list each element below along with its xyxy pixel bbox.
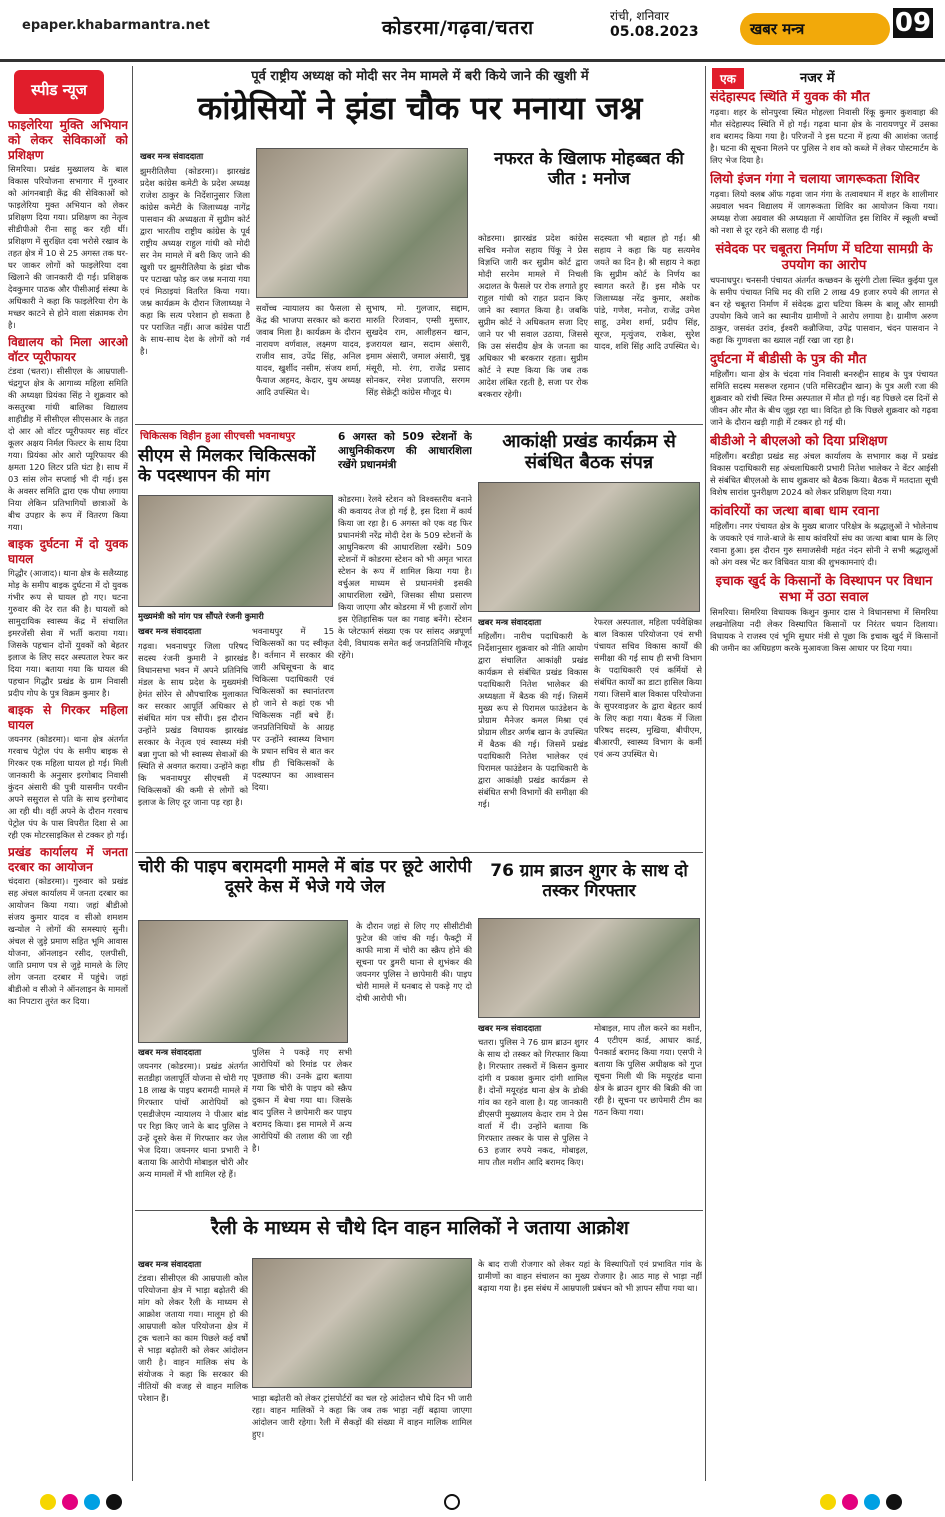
registration-dot [820, 1494, 836, 1510]
divider-row3 [135, 1210, 703, 1211]
nazar-label: नजर में [800, 71, 835, 86]
rail-headline: 6 अगस्त को 509 स्टेशनों के आधुनिकीकरण की आधारशिला रखेंगे प्रधानमंत्री [338, 431, 472, 471]
brown-headline: 76 ग्राम ब्राउन शुगर के साथ दो तस्कर गिरफ्तार [490, 861, 688, 901]
site-url[interactable]: epaper.khabarmantra.net [22, 18, 210, 33]
registration-dot [106, 1494, 122, 1510]
rally-body: टंडवा। सीसीएल की आम्रपाली कोल परियोजना क्षेत्र में भाड़ा बढ़ोतरी की मांग को लेकर रैली के माध्यम से आक्रोश जताया गया। मालूम हो की आम्रपाली कोल परियोजना क्षेत्र में ट्रक चलाने का काम पिछले कई वर्षों से भाड़ा बढ़ोतरी को लेकर आंदोलन जारी है। वाहन मालिक संघ के संयोजक ने कहा कि सरकार की नीतियों की वजह से वाहन मालिक परेशान हैं। [138, 1273, 248, 1403]
left-p2: टंडवा (चतरा)। सीसीएल के आम्रपाली-चंद्रगुप्त क्षेत्र के आगाव्य महिला समिति की अध्यक्षा प्रियंका सिंह ने शुक्रवार को कसतुरबा गांधी बालिका विद्यालय शाहीडीह में सीसीएल सीएसआर के तहत दो आर ओ वॉटर प्यूरीफायर सह वॉटर कूलर अक्षय निर्मल फिल्टर के साथ दिया गया। प्रियंका ओर आरो प्यूरिफायर की क्षमता 120 लिटर प्रति घंटा है। साथ में 03 सांस लोन सप्लाई भी दी गई। इस के अवसर समिति द्वारा एक पौधा लगाया निया लेकिन प्रतिभागियों छात्राओं के बीच उपहार के रूप में वितरण किया गया। [8, 366, 128, 532]
top-byline: खबर मन्त्र संवाददाता [140, 151, 204, 161]
right-p6: महिलौंग। नगर पंचायत क्षेत्र के मुख्य बाजार परिक्षेत्र के श्रद्धालुओं ने भोलेनाथ के जयकारे एवं गाजे-बाजे के साथ कांवरियों संघ का जत्था बाबा धाम के लिए रवाना हुआ। इस दौरान गुरु समाजसेवी महंत नंदन सोनी ने सभी श्रद्धालुओं को अंग वस्त्र भेंट कर विधिवत यात्रा की शुभकामनाएं दी। [710, 521, 938, 567]
registration-dot [62, 1494, 78, 1510]
rally-body-3: के बाद राजी रोजगार को लेकर यहां के विस्थापितों एवं प्रभावित गांव के ग्रामीणों का वाहन संचालन का मुख्य रोजगार है। आठ माह से भाड़ा नहीं बढ़ाया गया है। इस संबंध में आम्रपाली प्रबंधन को भी ज्ञापन सौंपा गया था। [478, 1259, 702, 1293]
rally-photo [252, 1258, 472, 1388]
right-h2: लियो इंजन गंगा ने चलाया जागरूकता शिविर [710, 172, 920, 187]
cm-photo [138, 495, 333, 607]
manoj-headline: नफरत के खिलाफ मोहब्बत की जीत : मनोज [494, 149, 684, 189]
ek-tag-label: एक [720, 72, 736, 86]
divider-right [705, 66, 706, 1481]
left-p1: सिमरिया। प्रखंड मुख्यालय के बाल विकास परियोजना सभागार में गुरुवार को आंगनबाड़ी केंद्र की सेविकाओं को फाइलेरिया मुक्त अभियान को लेकर प्रशिक्षण दिया गया। प्रशिक्षण का नेतृत्व सीडीपीओ रीना साहू कर रही थीं। प्रशिक्षण में सुरक्षित दवा भरोसे रखाव के तहत क्षेत्र में 10 से 25 अगस्त तक घर-घर जाकर लोगों को फाइलेरिया दवा खिलाने की जानकारी दी गई। प्रशिक्षक देवकुमार पाठक और पीसीआई संस्था के अधिकारी ने कहा कि फाइलेरिया रोग के मच्छर काटने से होने वाला संक्रामक रोग है। [8, 164, 128, 330]
akanksha-headline: आकांक्षी प्रखंड कार्यक्रम से संबंधित बैठक संपन्न [502, 431, 676, 473]
cm-headline: सीएम से मिलकर चिकित्सकों के पदस्थापन की मांग [138, 446, 316, 486]
registration-dot [864, 1494, 880, 1510]
right-h5: बीडीओ ने बीएलओ को दिया प्रशिक्षण [710, 434, 888, 449]
registration-dot [886, 1494, 902, 1510]
divider-row2 [135, 852, 703, 853]
registration-dot [444, 1494, 460, 1510]
left-h1: फाइलेरिया मुक्ति अभियान को लेकर सेविकाओं को प्रशिक्षण [8, 118, 128, 162]
registration-dot [842, 1494, 858, 1510]
left-column [8, 118, 128, 1478]
city-day: रांची, शनिवार [610, 9, 669, 23]
cm-kicker: चिकित्सक विहीन हुआ सीएचसी भवनाथपुर [140, 431, 296, 442]
left-h4: बाइक से गिरकर महिला घायल [8, 703, 128, 732]
divider-row1 [135, 424, 703, 425]
brown-body: चतरा। पुलिस ने 76 ग्राम ब्राउन शुगर के साथ दो तस्कर को गिरफ्तार किया है। गिरफ्तार तस्करों में किसन कुमार दांगी व प्रकाश कुमार दांगी शामिल हैं। दोनों मयूरहंड थाना क्षेत्र के डोकी गांव का रहने वाला है। यह जानकारी डीएसपी मुख्यालय केदार राम ने प्रेस वार्ता में दी। उन्होंने बताया कि गिरफ्तार तस्कर के पास से पुलिस ने 63 हजार रुपये नकद, मोबाइल, माप तौल मशीन आदि बरामद किए। [478, 1037, 588, 1167]
chori-body-2: पुलिस ने पकड़े गए सभी आरोपियों को रिमांड पर लेकर पूछताछ की। उनके द्वारा बताया गया कि चोरी के पाइप को स्क्रैप दुकान में बेचा गया था। जिसके बाद पुलिस ने छापेमारी कर पाइप बरामद किया। इस मामले में अन्य आरोपियों की तलाश की जा रही है। [252, 1047, 352, 1153]
chori-byline: खबर मन्त्र संवाददाता [138, 1047, 202, 1057]
right-h3: संवेदक पर चबूतरा निर्माण में घटिया सामग्री के उपयोग का आरोप [715, 242, 933, 273]
brown-byline: खबर मन्त्र संवाददाता [478, 1023, 542, 1033]
akanksha-byline: खबर मन्त्र संवाददाता [478, 617, 542, 627]
right-h7: इचाक खुर्द के किसानों के विस्थापन पर विधान सभा में उठा सवाल [715, 574, 933, 605]
ek-tag [712, 68, 744, 89]
left-h2: विद्यालय को मिला आरओ वॉटर प्यूरीफायर [8, 335, 128, 364]
akanksha-photo [478, 482, 700, 612]
rally-body-2: भाड़ा बढ़ोतरी को लेकर ट्रांसपोर्टरों का चल रहे आंदोलन चौथे दिन भी जारी रहा। वाहन मालिकों ने कहा कि जब तक भाड़ा नहीं बढ़ाया जाएगा आंदोलन जारी रहेगा। रैली में सैकड़ों की संख्या में वाहन मालिक शामिल हुए। [252, 1393, 472, 1439]
registration-dot [84, 1494, 100, 1510]
rally-byline: खबर मन्त्र संवाददाता [138, 1259, 202, 1269]
chori-body: जयनगर (कोडरमा)। प्रखंड अंतर्गत सतडीहा जलापूर्ति योजना से चोरी गए 18 लाख के पाइप बरामदी मामले में गिरफ्तार पांचों आरोपियों को एसडीजेएम न्यायालय ने पीआर बांड पर रिहा किए जाने के बाद पुलिस ने उन्हें दूसरे केस में गिरफ्तार कर जेल भेज दिया। जयनगर थाना प्रभारी ने बताया कि आरोपी मोबाइल चोरी और अन्य मामलों में भी शामिल रहे हैं। [138, 1061, 248, 1179]
date: 05.08.2023 [610, 24, 699, 40]
cm-caption: मुख्यमंत्री को मांग पत्र सौंपते रंजनी कुमारी [138, 611, 264, 621]
right-h1: संदेहास्पद स्थिति में युवक की मौत [710, 90, 870, 105]
brand-name: खबर मन्त्र [750, 20, 805, 38]
left-p5: चंदवारा (कोडरमा)। गुरुवार को प्रखंड सह अंचल कार्यालय में जनता दरबार का आयोजन किया गया। जहां बीडीओ संजय कुमार यादव व सीओ शमशम खन्योल ने लोगों की समस्याएं सुनी। अंचल से जुड़े प्रमाण सहित भूमि आवास योजना, ऑनलाइन रसीद, एलपीसी, जाति प्रमाण पत्र से जुड़े मामले के लिए लोग जनता दरबार में पहुंचे। जहां बीडीओ व सीओ ने ऑनलाइन के मामलों का निपटारा तुरंत कर दिया। [8, 876, 128, 1006]
right-h4: दुर्घटना में बीडीसी के पुत्र की मौत [710, 352, 867, 367]
left-h3: बाइक दुर्घटना में दो युवक घायल [8, 537, 128, 566]
left-p3: गिद्धौर (आजाद)। थाना क्षेत्र के सलैय्याह मोड़ के समीप बाइक दुर्घटना में दो युवक गंभीर रूप से घायल हो गए। घटना गुरुवार की देर रात की है। घायलों को सामुदायिक स्वास्थ्य केंद्र में संचालित इमरजेंसी सेवा में भर्ती कराया गया। जिसके पहचान दोनों युवकों को बेहतर इलाज के लिए सदर अस्पताल रेफर कर दिया गया। बताया गया कि घायल की पहचान गिद्धौर प्रखंड के ग्राम निवासी प्रदीप गोप के पुत्र विक्रम कुमार है। [8, 568, 128, 698]
speed-news-badge [14, 70, 104, 114]
top-headline: कांग्रेसियों ने झंडा चौक पर मनाया जश्न [197, 89, 643, 127]
right-h6: कांवरियों का जत्था बाबा धाम रवाना [710, 504, 879, 519]
dateline [610, 8, 699, 40]
left-h5: प्रखंड कार्यालय में जनता दरबार का आयोजन [8, 845, 128, 874]
brown-body-2: मोबाइल, माप तौल करने का मशीन, 4 एटीएम कार्ड, आधार कार्ड, पैनकार्ड बरामद किया गया। एसपी ने बताया कि पुलिस अधीक्षक को गुप्त सूचना मिली थी कि मयूरहंड थाना क्षेत्र के ब्राउन शुगर की बिक्री की जा रही है। सूचना पर छापेमारी टीम का गठन किया गया। [594, 1023, 702, 1117]
chori-body-3: के दौरान जहां से लिए गए सीसीटीवी फुटेज की जांच की गई। फैक्ट्री में काफी मात्रा में चोरी का स्क्रैप होने की सूचना पर डुमरी थाना से शुभंकर की जयनगर पुलिस ने छापेमारी की। पाइप चोरी मामले में धनबाद से पकड़े गए दो दोषी आरोपी भी। [356, 921, 472, 1003]
page-number: 09 [894, 8, 932, 38]
chori-headline: चोरी की पाइप बरामदगी मामले में बांड पर छूटे आरोपी दूसरे केस में भेजे गये जेल [138, 857, 472, 897]
rally-headline: रैली के माध्यम से चौथे दिन वाहन मालिकों ने जताया आक्रोश [211, 1217, 629, 1239]
brand-logo [740, 13, 890, 45]
right-p5: महिलौंग। बरडीहा प्रखंड सह अंचल कार्यालय के सभागार कक्ष में प्रखंड विकास पदाधिकारी सह अंचलाधिकारी प्रभारी नितेश भालेकर ने वेंटर आईसी से संबंधित बीएलओ के साथ शुक्रवार को बैठक किया। बैठक में मतदाता सूची विशेष सारांश पुनरीक्षण 2024 को लेकर प्रशिक्षण दिया गया। [710, 451, 938, 497]
top-body: झुमरीतिलैया (कोडरमा)। झारखंड प्रदेश कांग्रेस कमेटी के प्रदेश अध्यक्ष राजेश ठाकुर के निर्देशानुसार जिला कांग्रेस कमेटी के जिलाध्यक्ष नागेंद्र पासवान की अध्यक्षता में सुप्रीम कोर्ट द्वारा भारतीय राष्ट्रीय कांग्रेस के पूर्व राष्ट्रीय अध्यक्ष राहुल गांधी को मोदी सर नेम मामले में बरी किए जाने की खुशी पर झुमरीतिलैया के झंडा चौक पर पटाखा फोड़ कर जश्न मनाया गया एवं मिठाइयां वितरित किया गया। जश्न कार्यक्रम के दौरान जिलाध्यक्ष ने कहा कि सत्य परेशान हो सकता है पर पराजित नहीं। आज कांग्रेस पार्टी के साथ-साथ देश के लोगों को गर्व है। [140, 166, 250, 356]
rail-body: कोडरमा। रेलवे स्टेशन को विश्वस्तरीय बनाने की कवायद तेज हो गई है, इस दिशा में कार्य किया जा रहा है। 6 अगस्त को एक वह फिर प्रधानमंत्री नरेंद्र मोदी देश के 509 स्टेशनों के आधुनिकरण की आधारशिला रखेंगे। 509 स्टेशनों में कोडरमा स्टेशन को भी अमृत भारत स्टेशन के रूप में शामिल किया गया है। वर्चुअल माध्यम से प्रधानमंत्री इसकी आधारशिला रखेंगे, जिसका सीधा प्रसारण किया जाएगा और कोडरमा में भी हजारों लोग इस ऐतिहासिक पल का गवाह बनेंगे। स्टेशन के प्लेटफार्म संख्या एक पर सांसद अन्नपूर्णा देवी, विधायक समेत कई जनप्रतिनिधि मौजूद रहेंगे। [338, 494, 472, 660]
manoj-body-2: सदस्यता भी बहाल हो गई। श्री सहाय ने कहा कि यह सत्यमेव जयते का दिन है। श्री सहाय ने कहा कि सुप्रीम कोर्ट के निर्णय का स्वागत करते हैं। इस मौके पर जिलाध्यक्ष नरेंद्र कुमार, अशोक पांडे, गणेश, मनोज, राजेंद्र उमेश साहू, उमेश शर्मा, प्रदीप सिंह, सूरज, मृत्युंजय, राकेश, सुरेश यादव, शशि सिंह आदि उपस्थित थे। [594, 233, 700, 351]
akanksha-body: महिलौंग। नारीच पदाधिकारी के निर्देशानुसार शुक्रवार को नीति आयोग द्वारा संचालित आकांक्षी प्रखंड कार्यक्रम से संबंधित प्रखंड विकास पदाधिकारी नितेश भालेकर की अध्यक्षता में बैठक की गई। जिसमें मुख्य रूप से पिरामल फाउंडेशन के प्रोग्राम मैनेजर कमल मिश्रा एवं प्रोग्राम लीडर अर्णब खान के उपस्थित में बैठक की गई। जिसमें प्रखंड पदाधिकारी नितेश भालेकर एवं पिरामल फाउंडेशन के पदाधिकारी के द्वारा आकांक्षी प्रखंड कार्यक्रम से संबंधित सभी विभागों की समीक्षा की गई। [478, 631, 588, 809]
right-p2: गढ़वा। लियो क्लब ऑफ गढ़वा जान गंगा के तत्वावधान में शहर के शालीमार अग्रवाल भवन विद्यालय में जागरूकता शिविर का आयोजन किया गया। अध्यक्ष रोजा अग्रवाल की अध्यक्षता में आयोजित इस शिविर में स्कूली बच्चों को नशा से दूर रहने की सलाह दी गई। [710, 189, 938, 235]
top-body-3: सुभाष, मो. गुलजार, सद्दाम, मारुति रिजवान, एम्सी मुस्तार, सुखदेव राम, आलीहसन खान, इजरायल खान, सदाम अंसारी, इमाम अंसारी, जमाल अंसारी, चुन्नू मंसूरी, मो. रंगा, राजेंद्र प्रसाद सोनकर, रमेश प्रजापति, सरगम सिंह सेक्रेट्री कांग्रेस मौजूद थे। [366, 303, 470, 397]
cm-body-2: भवनाथपुर में 15 चिकित्सकों का पद स्वीकृत है। वर्तमान में सरकार की जारी अधिसूचना के बाद चिकित्सा पदाधिकारी एवं चिकित्सकों का स्थानांतरण हो जाने से कहां एक भी चिकित्सक नहीं बचे हैं। जनप्रतिनिधियों के आग्रह पर उन्होंने स्वास्थ्य विभाग के प्रधान सचिव से बात कर शीघ्र ही चिकित्सकों के पदस्थापन का आश्वासन दिया। [252, 626, 334, 792]
top-body-2: सर्वोच्च न्यायालय का फैसला से केंद्र की भाजपा सरकार को करारा जवाब मिला है। कार्यक्रम के दौरान नारायण वर्णवाल, लक्ष्मण यादव, राजीव साव, उपेंद्र सिंह, अनिल यादव, खुर्शीद नसीम, संजय शर्मा, फैयाज अहमद, केदार, युथ अध्यक्ष आदि उपस्थित थे। [256, 303, 361, 397]
section-title: कोडरमा/गढ़वा/चतरा [382, 17, 535, 39]
cm-byline: खबर मन्त्र संवाददाता [138, 626, 202, 636]
top-kicker: पूर्व राष्ट्रीय अध्यक्ष को मोदी सर नेम मामले में बरी किये जाने की खुशी में [251, 69, 589, 84]
manoj-body: कोडरमा। झारखंड प्रदेश कांग्रेस सचिव मनोज सहाय पिंकू ने प्रेस विज्ञप्ति जारी कर सुप्रीम कोर्ट द्वारा मोदी सरनेम मामले में निचली अदालत के फैसले पर रोक लगाते हुए राहुल गांधी को राहत प्रदान किए जाने का स्वागत किया है। जबकि सुप्रीम कोर्ट ने अधिकतम सजा दिए जाने पर भी सवाल उठाया, जिससे कि उस संसदीय क्षेत्र के जनता का अधिकार भी बरकरार रहता। सुप्रीम कोर्ट ने स्पष्ट किया कि जब तक आदेश लंबित रहती है, सजा पर रोक बरकरार रहेगी। [478, 233, 588, 399]
right-p4: महिलौंग। थाना क्षेत्र के चंदवा गांव निवासी बनरुद्दीन साहब के पुत्र पंचायत समिति सदस्य मसरूल रहमान (पति मसिरउद्दीन खान) के पुत्र अली रजा की शुक्रवार को रांची स्थित रिम्स अस्पताल में मौत हो गई। वह पिछले दस दिनों से जीवन और मौत के बीच जूझ रहा था। विदित हो कि पिछले शुक्रवार को गढ़वा जाने के दौरान खड़ी गाड़ी में टक्कर हो गई थी। [710, 369, 938, 427]
speed-news-label: स्पीड न्यूज [31, 81, 87, 99]
top-story-photo [256, 148, 468, 298]
registration-marks [0, 1487, 945, 1517]
cm-body: गढ़वा। भवनाथपुर जिला परिषद सदस्य रंजनी कुमारी ने झारखंड विधानसभा भवन में अपने प्रतिनिधि मंडल के साथ प्रदेश के मुख्यमंत्री हेमंत सोरेन से औपचारिक मुलाकात कर सरकार आपूर्ति अधिकार से संबंधित मांग पत्र सौंपी। इस दौरान उन्होंने प्रखंड विधायक झारखंड सरकार के नेतृत्व एवं स्वास्थ्य मंत्री बन्ना गुप्ता को भी स्वास्थ्य सेवाओं की स्थिति से अवगत कराया। उन्होंने कहा कि भवनाथपुर सीएचसी में चिकित्सकों की कमी से लोगों को इलाज के लिए दूर जाना पड़ रहा है। [138, 641, 248, 807]
right-p3: चपनाधपुर। चनसनी पंचायत अंतर्गत कच्छवन के सुरंगी टोला स्थित कुईया पुल के समीप पंचायत निधि मद की राशि 2 लाख 49 हजार रुपये की लागत से बन रहे चबूतरा निर्माण में संवेदक द्वारा घटिया किस्म के बालू और सामग्री उपयोग किये जाने का स्थानीय ग्रामीणों ने आरोप लगाया है। ग्रामीण अरुण ठाकुर, जसवंत उरांव, ईश्वरी कन्नौजिया, उपेंद्र पासवान, चंदन पासवान ने कहा कि गुणवत्ता का ख्याल नहीं रखा जा रहा है। [710, 275, 938, 345]
brown-photo [478, 918, 700, 1018]
akanksha-body-2: रेफरल अस्पताल, महिला पर्यवेक्षिका बाल विकास परियोजना एवं सभी पंचायत सचिव विकास कार्यों की समीक्षा की गई साथ ही सभी विभाग के पदाधिकारी एवं कर्मियों से संबंधित कार्यों का डाटा हासिल किया गया। जिसमें बाल विकास परियोजना के सुपरवाइजर के द्वारा बेहतर कार्य के लिए कहा गया। बैठक में जिला परिषद सदस्य, मुखिया, बीपीएम, बीआरपी, स्वास्थ्य विभाग के कर्मी एवं अन्य उपस्थित थे। [594, 617, 702, 759]
right-p1: गढ़वा। शहर के सोनपुरवा स्थित मोहल्ला निवासी रिंकू कुमार कुशवाहा की मौत संदेहास्पद स्थिति में हो गई। गढ़वा थाना क्षेत्र के नारायणपुर में उसका शव बरामद किया गया है। परिजनों ने इस घटना में हत्या की आशंका जताई है। घटना की सूचना मिलने पर पुलिस ने शव को कब्जे में लेकर पोस्टमार्टम के लिए भेज दिया है। [710, 107, 938, 165]
left-p4: जयनगर (कोडरमा)। थाना क्षेत्र अंतर्गत गरवाच पेट्रोल पंप के समीप बाइक से गिरकर एक महिला घायल हो गई। मिली जानकारी के अनुसार इरगोबाद निवासी कुंदन अंसारी की पुत्री यासमीन परवीन अपने ससुराल से पति के साथ इरगोबाद आ रही थी। वहीं अपने के दौरान गरवाच पेट्रोल पंप के पास विपरीत दिशा से आ रही एक मोटरसाइकिल से टक्कर हो गई। [8, 734, 128, 840]
divider-left [132, 66, 133, 1481]
registration-dot [40, 1494, 56, 1510]
page-header [0, 0, 945, 62]
right-column [710, 90, 938, 1480]
chori-photo [138, 920, 348, 1043]
right-p7: सिमरिया। सिमरिया विधायक किशुन कुमार दास ने विधानसभा में सिमरिया लखनोलिया नदी लेकर विस्थापित किसानों पर निरंतर धयान दिलाया। विधायक ने राजस्व एवं भूमि सुधार मंत्री से पूछा कि इचाक खुर्द में किसानों की जमीन का अधिग्रहण करके मुआवजा किस आधार पर दिया गया। [710, 607, 938, 653]
